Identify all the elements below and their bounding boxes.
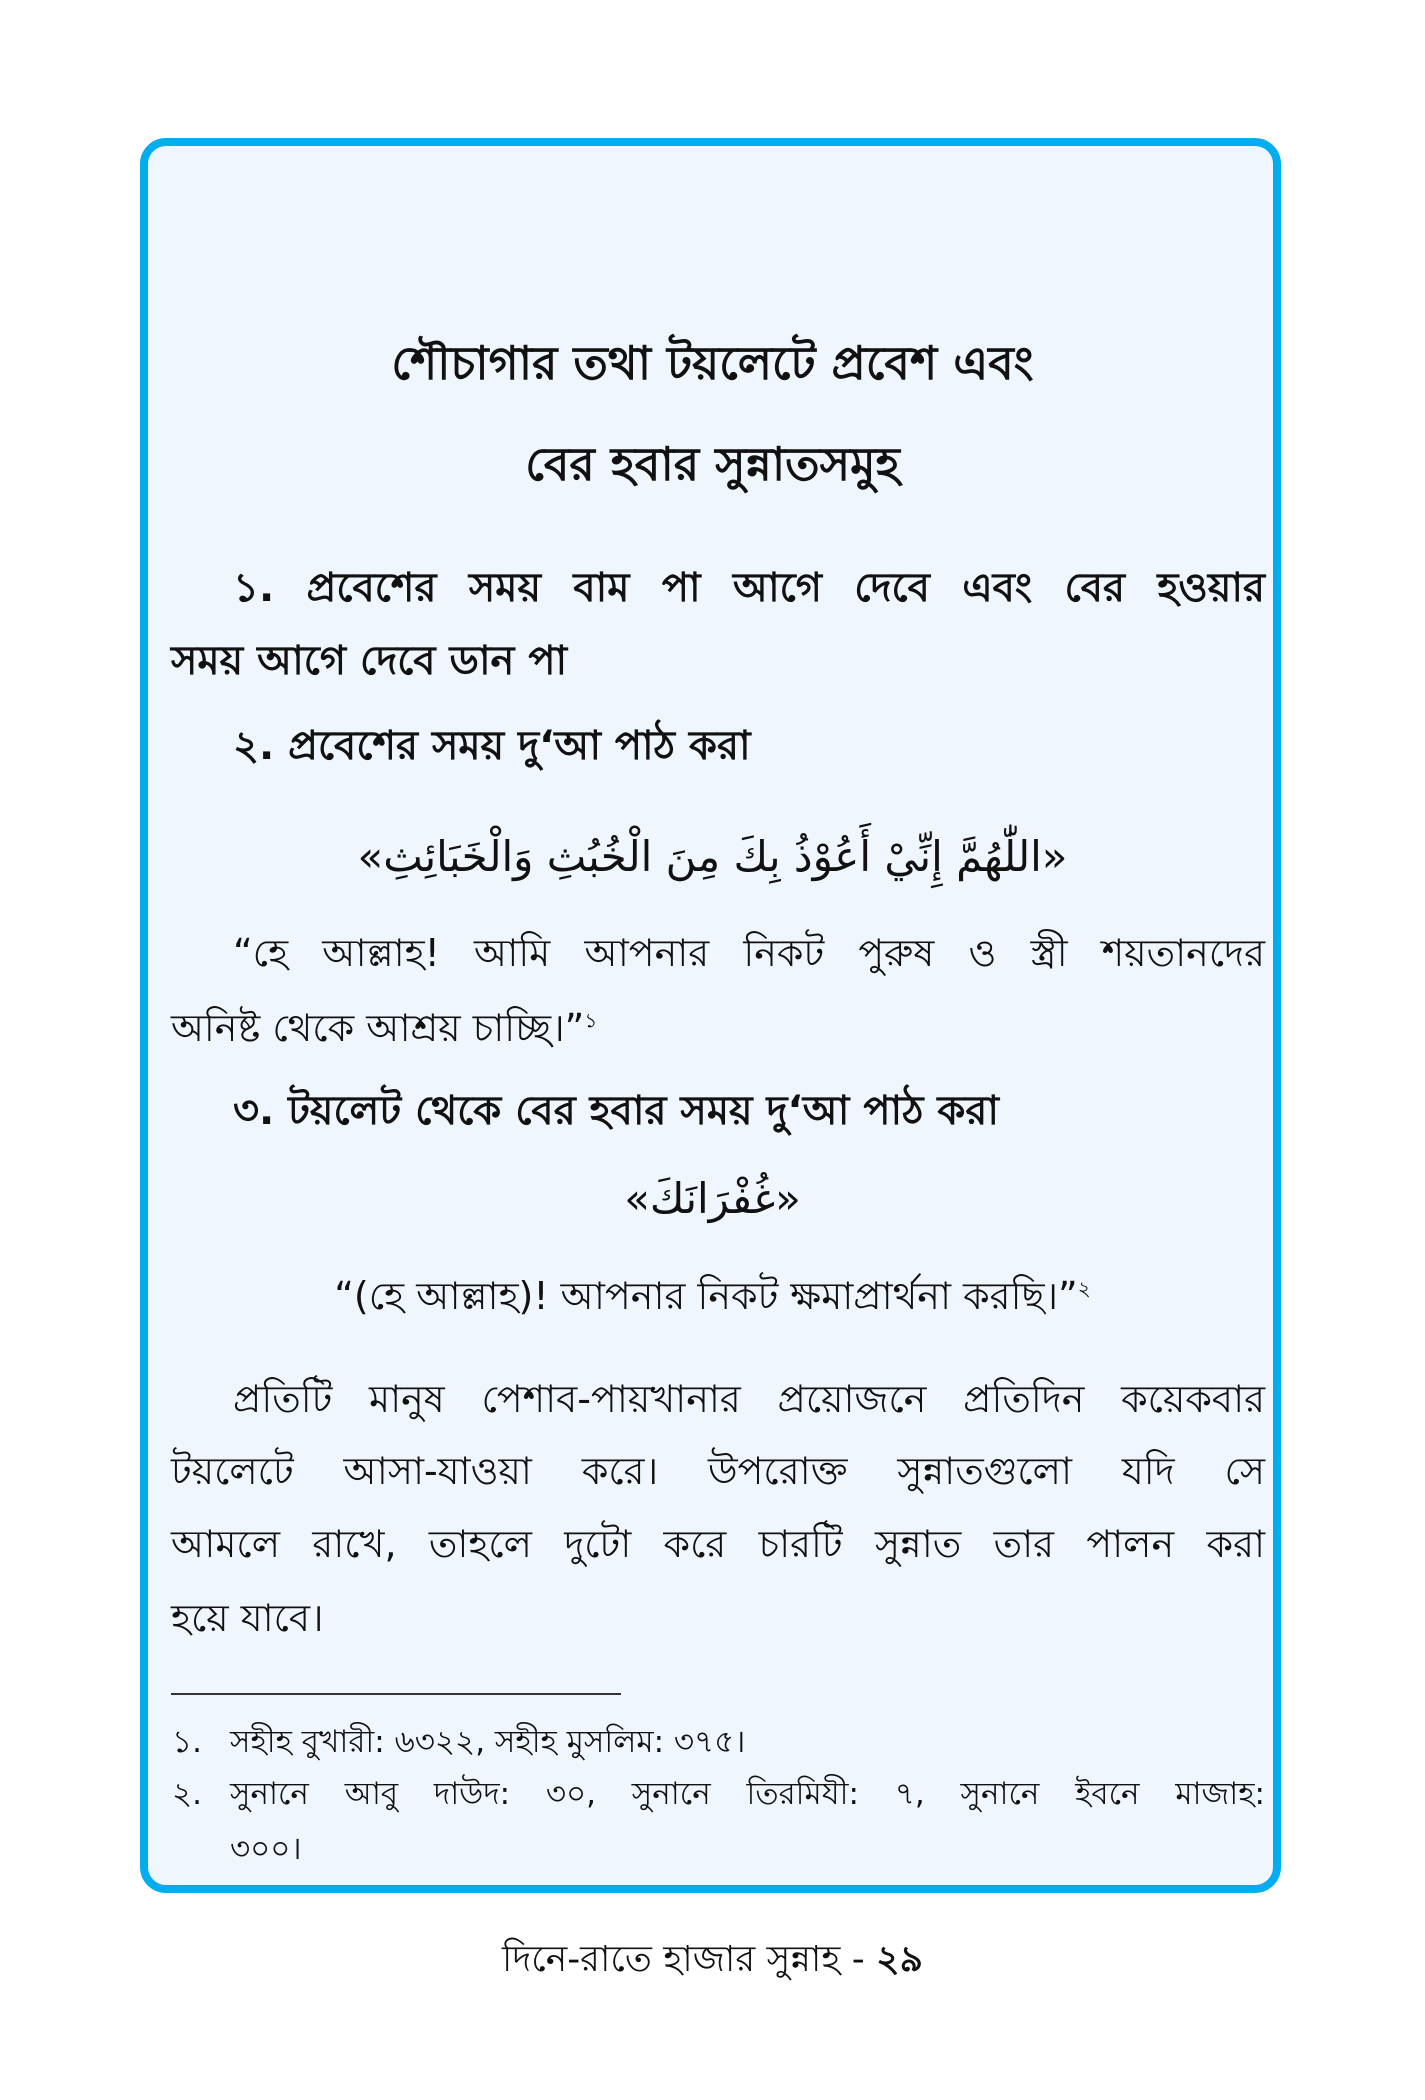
- paragraph-line-4: হয়ে যাবে।: [171, 1596, 324, 1640]
- item-2-translation-line-2: [171, 1006, 598, 1050]
- paragraph-line-1: প্রতিটি মানুষ পেশাব-পায়খানার প্রয়োজনে প্রতিদিন কয়েকবার: [233, 1377, 1265, 1421]
- item-1-line-2: সময় আগে দেবে ডান পা: [171, 638, 568, 684]
- page-title-line-1: শৌচাগার তথা টয়লেটে প্রবেশ এবং: [391, 336, 1034, 390]
- item-1-line-1: ১. প্রবেশের সময় বাম পা আগে দেবে এবং বের হওয়ার: [233, 565, 1265, 611]
- footnote-ref-1: ১: [584, 1008, 598, 1033]
- paragraph-line-3: আমলে রাখে, তাহলে দুটো করে চারটি সুন্নাত তার পালন করা: [171, 1522, 1265, 1566]
- page-number: ২৯: [876, 1939, 923, 1980]
- item-2-heading: ২. প্রবেশের সময় দু‘আ পাঠ করা: [233, 723, 751, 769]
- translation-text: “(হে আল্লাহ)! আপনার নিকট ক্ষমাপ্রার্থনা করছি।”: [334, 1274, 1078, 1318]
- book-title: দিনে-রাতে হাজার সুন্নাহ -: [502, 1939, 865, 1980]
- footnote-ref-2: ২: [1077, 1276, 1091, 1301]
- page-footer: [0, 1932, 1425, 1992]
- footnote-2-number: ২.: [172, 1776, 203, 1812]
- paragraph-line-2: টয়লেটে আসা-যাওয়া করে। উপরোক্ত সুন্নাতগুলো যদি সে: [171, 1449, 1265, 1493]
- item-2-translation-line-1: “হে আল্লাহ! আমি আপনার নিকট পুরুষ ও স্ত্রী শয়তানদের: [233, 931, 1265, 975]
- footnote-1-text: সহীহ বুখারী: ৬৩২২, সহীহ মুসলিম: ৩৭৫।: [230, 1724, 746, 1760]
- item-2-arabic-dua: «اللّٰهُمَّ إِنِّيْ أَعُوْذُ بِكَ مِنَ الْخُبُثِ وَالْخَبَائِثِ»: [357, 832, 1068, 881]
- footnote-divider: [171, 1693, 621, 1695]
- page-title-line-2: বের হবার সুন্নাতসমুহ: [525, 437, 900, 491]
- footnote-1-number: ১.: [172, 1724, 202, 1760]
- footnote-2-text-line-1: সুনানে আবু দাউদ: ৩০, সুনানে তিরমিযী: ৭, সুনানে ইবনে মাজাহ:: [230, 1776, 1265, 1812]
- item-3-heading: ৩. টয়লেট থেকে বের হবার সময় দু‘আ পাঠ করা: [233, 1088, 999, 1134]
- item-3-translation: [0, 1274, 1425, 1318]
- footnote-2-text-line-2: ৩০০।: [230, 1831, 302, 1867]
- item-3-arabic-dua: «غُفْرَانَكَ»: [624, 1174, 801, 1223]
- translation-text: অনিষ্ট থেকে আশ্রয় চাচ্ছি।”: [171, 1006, 585, 1050]
